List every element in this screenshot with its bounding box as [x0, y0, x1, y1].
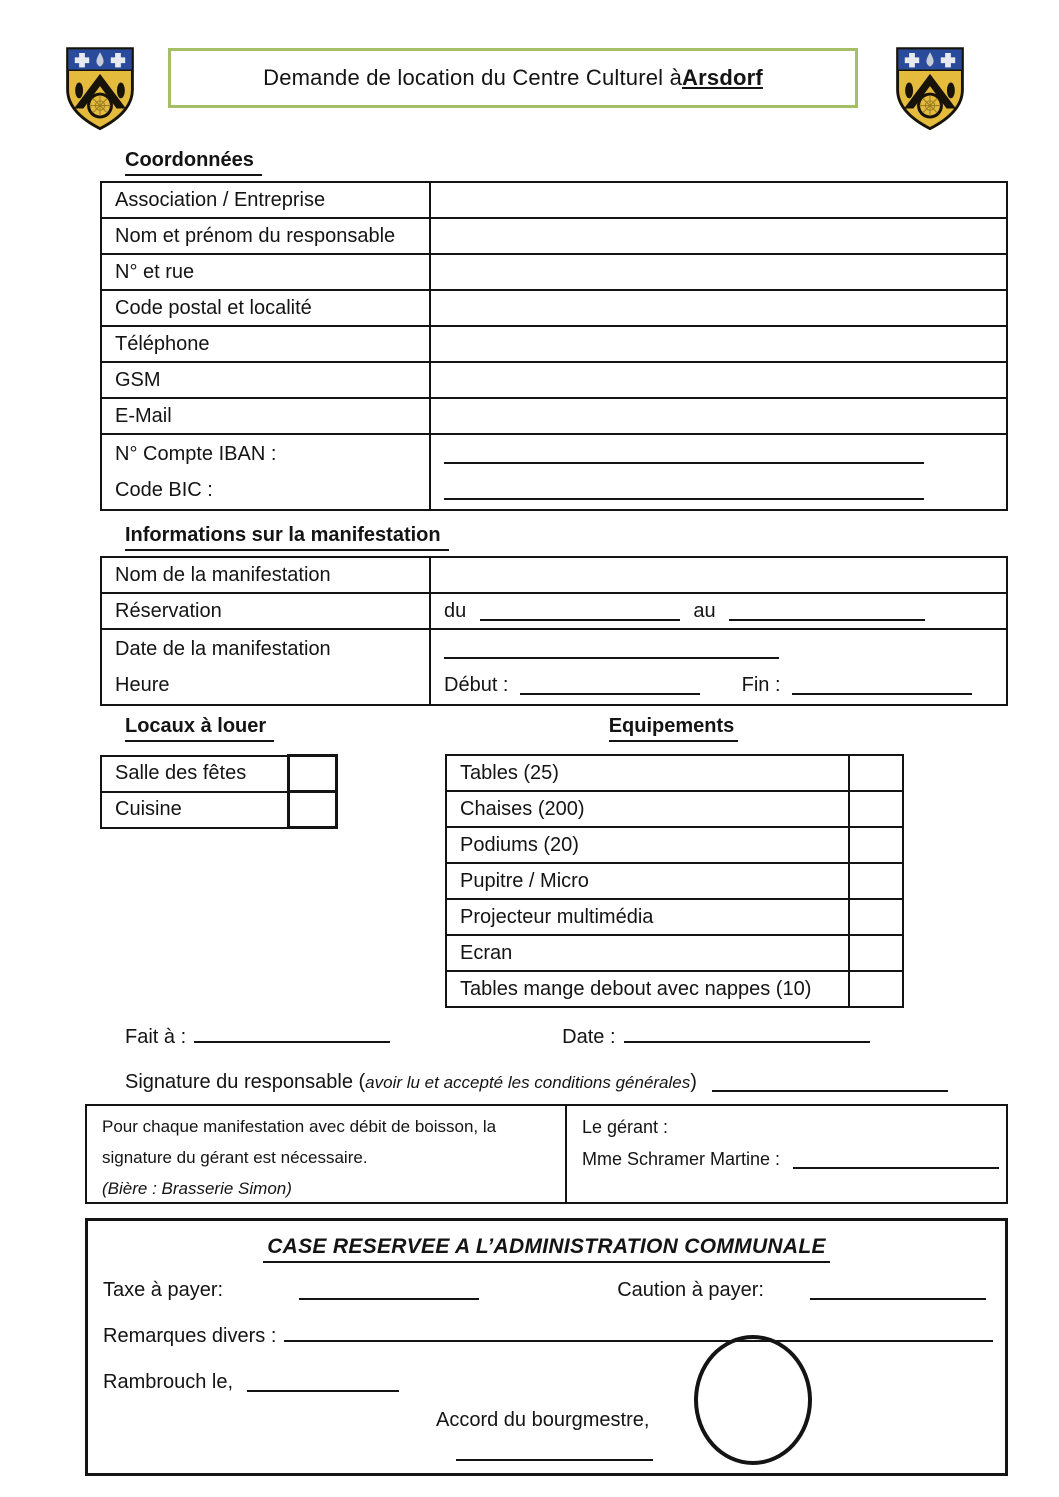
administration-box — [85, 1218, 1008, 1476]
date-field[interactable] — [624, 1027, 870, 1043]
pupitre-micro-label: Pupitre / Micro — [446, 863, 849, 899]
remarques-row — [103, 1325, 993, 1348]
equipements-table — [445, 754, 904, 1008]
table-row — [101, 218, 1007, 254]
gerant-box — [85, 1104, 1008, 1204]
table-row — [101, 326, 1007, 362]
table-row — [101, 792, 336, 828]
gerant-name: Mme Schramer Martine : — [582, 1149, 781, 1169]
gerant-notice-line2: signature du gérant est nécessaire. — [102, 1148, 368, 1167]
heure-label: Heure — [115, 674, 170, 696]
form-title: Demande de location du Centre Culturel à — [263, 65, 683, 90]
rambrouch-date-field[interactable] — [247, 1376, 399, 1392]
form-header — [0, 0, 1059, 132]
responsable-value-cell[interactable] — [430, 218, 1007, 254]
gerant-notice-line1: Pour chaque manifestation avec débit de boisson, la — [102, 1117, 497, 1136]
manifestation-heading: Informations sur la manifestation — [125, 523, 1059, 551]
locaux-block — [100, 714, 335, 1008]
remarques-field[interactable] — [284, 1326, 993, 1342]
chaises-label: Chaises (200) — [446, 791, 849, 827]
bic-label: Code BIC : — [115, 479, 213, 501]
table-row — [101, 557, 1007, 593]
tables-label: Tables (25) — [446, 755, 849, 791]
locaux-equipements-section — [100, 714, 1059, 1008]
fait-a-field[interactable] — [194, 1027, 390, 1043]
date-manifestation-field[interactable] — [444, 643, 779, 659]
table-row — [101, 290, 1007, 326]
table-row — [101, 398, 1007, 434]
coordonnees-heading: Coordonnées — [125, 148, 1059, 176]
rue-label: N° et rue — [101, 254, 430, 290]
salle-des-fetes-label: Salle des fêtes — [101, 756, 288, 792]
locaux-heading: Locaux à louer — [125, 714, 335, 742]
table-row — [446, 863, 903, 899]
nom-manifestation-value-cell[interactable] — [430, 557, 1007, 593]
telephone-value-cell[interactable] — [430, 326, 1007, 362]
ecran-checkbox[interactable] — [849, 935, 903, 971]
caution-field[interactable] — [810, 1284, 986, 1300]
biere-note: (Bière : Brasserie Simon) — [102, 1179, 292, 1198]
code-postal-label: Code postal et localité — [101, 290, 430, 326]
rambrouch-row — [103, 1371, 399, 1394]
signature-responsable-field[interactable] — [712, 1076, 948, 1092]
podiums-checkbox[interactable] — [849, 827, 903, 863]
cuisine-label: Cuisine — [101, 792, 288, 828]
accord-bourgmestre-label: Accord du bourgmestre, — [436, 1409, 650, 1431]
form-title-box — [168, 48, 858, 108]
taxe-field[interactable] — [299, 1284, 479, 1300]
coat-of-arms-icon — [64, 46, 136, 132]
reservation-au-field[interactable] — [729, 605, 925, 621]
table-row — [446, 827, 903, 863]
ecran-label: Ecran — [446, 935, 849, 971]
projecteur-label: Projecteur multimédia — [446, 899, 849, 935]
iban-field[interactable] — [444, 448, 924, 464]
stamp-circle — [694, 1335, 812, 1465]
heure-fin-field[interactable] — [792, 679, 972, 695]
salle-des-fetes-checkbox[interactable] — [288, 756, 336, 792]
date-manifestation-label: Date de la manifestation — [115, 638, 331, 660]
code-postal-value-cell[interactable] — [430, 290, 1007, 326]
caution-label: Caution à payer: — [617, 1279, 764, 1301]
table-row — [446, 755, 903, 791]
reservation-au-label: au — [693, 599, 716, 622]
email-label: E-Mail — [101, 398, 430, 434]
taxe-label: Taxe à payer: — [103, 1279, 224, 1301]
telephone-label: Téléphone — [101, 326, 430, 362]
rambrouch-le-label: Rambrouch le, — [103, 1371, 234, 1393]
projecteur-checkbox[interactable] — [849, 899, 903, 935]
fait-date-line — [125, 1026, 1059, 1049]
locaux-table — [100, 754, 338, 829]
reservation-label: Réservation — [101, 593, 430, 629]
iban-label: N° Compte IBAN : — [115, 443, 277, 465]
rue-value-cell[interactable] — [430, 254, 1007, 290]
chaises-checkbox[interactable] — [849, 791, 903, 827]
manifestation-table — [100, 556, 1008, 706]
table-row — [101, 434, 1007, 510]
conditions-note: avoir lu et accepté les conditions générales — [365, 1073, 691, 1092]
table-row — [101, 593, 1007, 629]
table-row — [446, 791, 903, 827]
gsm-label: GSM — [101, 362, 430, 398]
taxe-caution-row — [103, 1279, 986, 1302]
table-row — [101, 629, 1007, 705]
cuisine-checkbox[interactable] — [288, 792, 336, 828]
table-row — [446, 899, 903, 935]
tables-checkbox[interactable] — [849, 755, 903, 791]
remarques-label: Remarques divers : — [103, 1325, 277, 1347]
table-row — [101, 182, 1007, 218]
fait-a-label: Fait à : — [125, 1026, 187, 1048]
municipal-crest-right — [894, 46, 966, 132]
bic-field[interactable] — [444, 484, 924, 500]
municipal-crest-left — [64, 46, 136, 132]
equipements-block — [445, 714, 902, 1008]
date-label: Date : — [562, 1026, 616, 1048]
coordonnees-table — [100, 181, 1008, 511]
heure-debut-field[interactable] — [520, 679, 700, 695]
form-title-place: Arsdorf — [682, 65, 763, 90]
reservation-du-field[interactable] — [480, 605, 680, 621]
table-row — [101, 362, 1007, 398]
gerant-signature-area — [567, 1106, 1006, 1202]
association-label: Association / Entreprise — [101, 182, 430, 218]
table-row — [101, 254, 1007, 290]
table-row — [101, 756, 336, 792]
nom-manifestation-label: Nom de la manifestation — [101, 557, 430, 593]
coat-of-arms-icon — [894, 46, 966, 132]
table-row — [446, 971, 903, 1007]
paren-close: ) — [690, 1071, 697, 1093]
heure-fin-label: Fin : — [741, 673, 781, 696]
administration-heading: CASE RESERVEE A L’ADMINISTRATION COMMUNALE — [88, 1235, 1005, 1263]
podiums-label: Podiums (20) — [446, 827, 849, 863]
responsable-label: Nom et prénom du responsable — [101, 218, 430, 254]
signature-line — [125, 1071, 1059, 1094]
tables-mange-debout-checkbox[interactable] — [849, 971, 903, 1007]
bourgmestre-signature-field[interactable] — [456, 1459, 653, 1461]
signature-responsable-label: Signature du responsable ( — [125, 1071, 366, 1093]
reservation-du-label: du — [444, 599, 467, 622]
reservation-value-cell — [430, 593, 1007, 629]
equipements-heading: Equipements — [445, 714, 902, 742]
table-row — [446, 935, 903, 971]
email-value-cell[interactable] — [430, 398, 1007, 434]
tables-mange-debout-label: Tables mange debout avec nappes (10) — [446, 971, 849, 1007]
gsm-value-cell[interactable] — [430, 362, 1007, 398]
gerant-signature-field[interactable] — [793, 1153, 999, 1169]
heure-debut-label: Début : — [444, 673, 509, 696]
gerant-notice — [87, 1106, 567, 1202]
gerant-title: Le gérant : — [582, 1117, 669, 1137]
pupitre-micro-checkbox[interactable] — [849, 863, 903, 899]
association-value-cell[interactable] — [430, 182, 1007, 218]
